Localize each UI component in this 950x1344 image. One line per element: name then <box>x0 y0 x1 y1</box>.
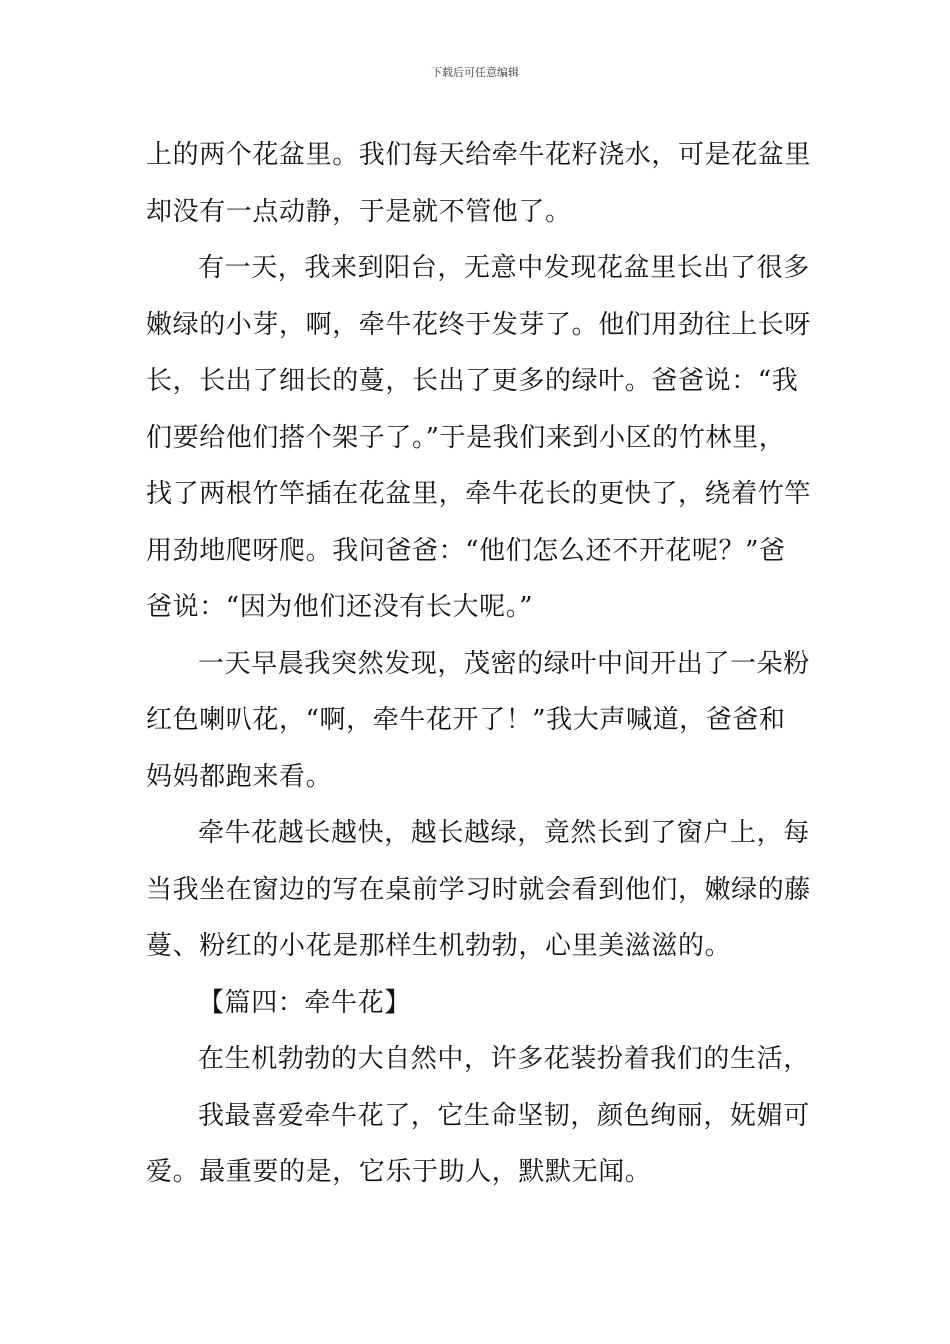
paragraph-1 <box>146 127 812 240</box>
text-line: 蔓、粉红的小花是那样生机勃勃，心里美滋滋的。 <box>146 931 732 961</box>
text-line: 在生机勃勃的大自然中，许多花装扮着我们的生活， <box>198 1044 810 1074</box>
page-header: 下载后可任意编辑 <box>431 66 519 79</box>
text-line: 们要给他们搭个架子了。”于是我们来到小区的竹林里， <box>146 422 786 453</box>
document-body <box>146 127 812 1201</box>
section-title: 【篇四：牵牛花】 <box>198 987 411 1018</box>
text-line: 长，长出了细长的蔓，长出了更多的绿叶。爸爸说：“我 <box>146 366 799 396</box>
text-line: 上的两个花盆里。我们每天给牵牛花籽浇水，可是花盆里 <box>146 140 812 170</box>
text-line: 牵牛花越长越快，越长越绿，竟然长到了窗户上，每 <box>198 818 810 848</box>
paragraph-6 <box>146 1088 810 1201</box>
paragraph-2 <box>146 240 812 636</box>
text-line: 一天早晨我突然发现，茂密的绿叶中间开出了一朵粉 <box>198 648 810 679</box>
text-line: 有一天，我来到阳台，无意中发现花盆里长出了很多 <box>198 253 810 283</box>
text-line: 爸说：“因为他们还没有长大呢。” <box>146 592 534 622</box>
text-line: 当我坐在窗边的写在桌前学习时就会看到他们，嫩绿的藤 <box>146 874 812 905</box>
text-line: 嫩绿的小芽，啊，牵牛花终于发芽了。他们用劲往上长呀 <box>146 309 812 340</box>
section-heading <box>146 975 806 1032</box>
text-line: 红色喇叭花，“啊，牵牛花开了！”我大声喊道，爸爸和 <box>146 705 786 735</box>
text-line: 我最喜爱牵牛花了，它生命坚韧，颜色绚丽，妩媚可 <box>198 1100 810 1131</box>
text-line: 却没有一点动静，于是就不管他了。 <box>146 196 572 227</box>
text-line: 找了两根竹竿插在花盆里，牵牛花长的更快了，绕着竹竿 <box>146 479 812 509</box>
text-line: 用劲地爬呀爬。我问爸爸：“他们怎么还不开花呢？”爸 <box>146 535 786 566</box>
text-line: 爱。最重要的是，它乐于助人，默默无闻。 <box>146 1157 652 1187</box>
paragraph-5 <box>146 1031 810 1088</box>
paragraph-3 <box>146 636 810 806</box>
text-line: 妈妈都跑来看。 <box>146 761 333 792</box>
paragraph-4 <box>146 805 812 975</box>
